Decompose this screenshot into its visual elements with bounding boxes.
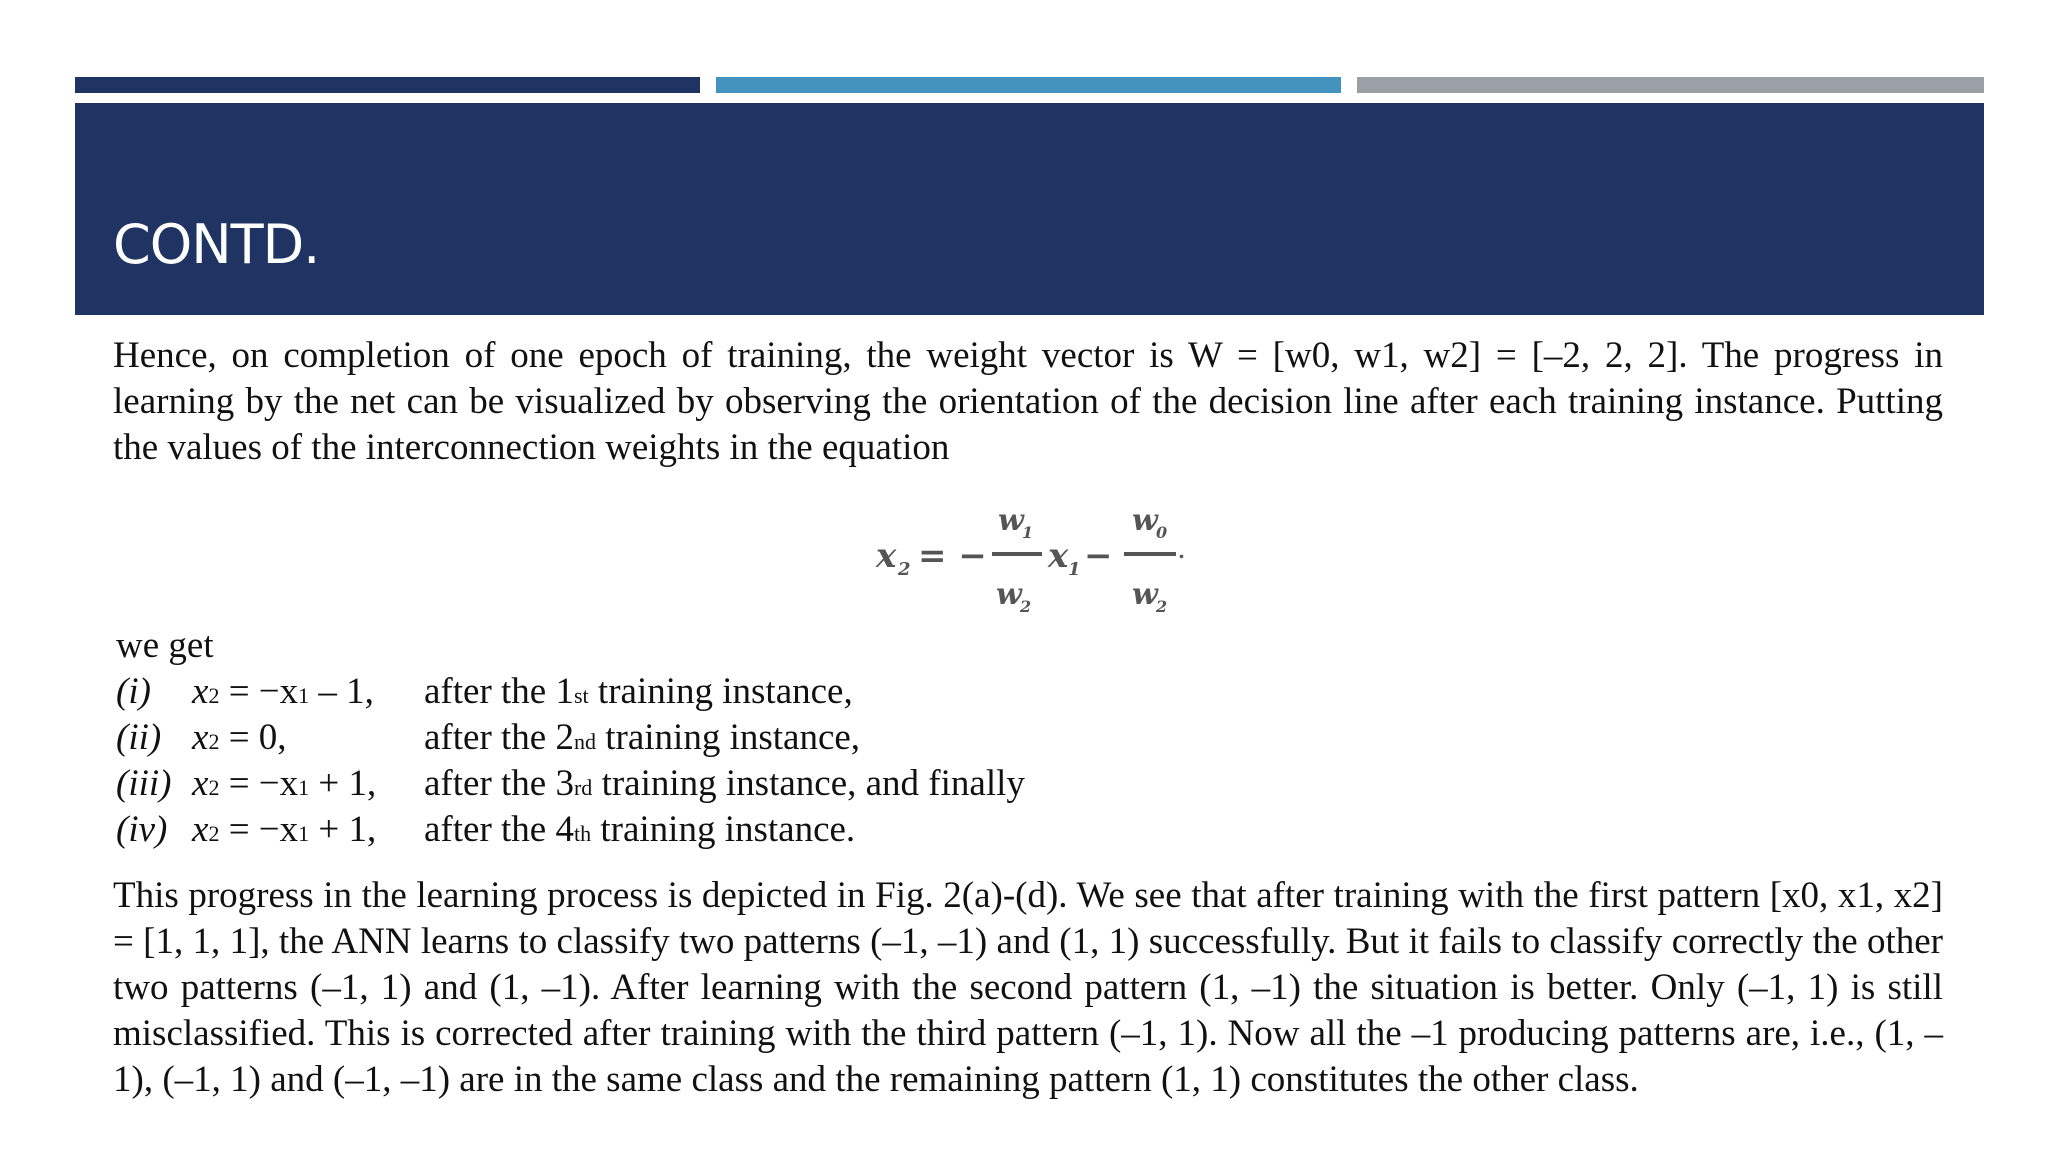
eq-num1: w: [998, 503, 1024, 538]
accent-bar-navy: [75, 77, 700, 93]
accent-bar-blue: [716, 77, 1341, 93]
item-label: (i): [116, 671, 151, 712]
eq-minus: −: [1084, 536, 1113, 576]
eq-mid: x: [1048, 536, 1069, 576]
progress-paragraph: This progress in the learning process is depicted in Fig. 2(a)-(d). We see that after training with the first pattern [x0, x1, x2] = [1, 1, 1], the ANN learns to classify two patterns (–1, –1) and (1, 1) successfully. But it fails to classify correctly the other two patterns (–1, 1) and (1, –1). After learning with the second pattern (1, –1) the situation is better. Only (–1, 1) is still misclassified. This is corrected after training with the third pattern (–1, 1). Now all the –1 producing patterns are, i.e., (1, –1), (–1, 1) and (–1, –1) are in the same class and the remaining pattern (1, 1) constitutes the other class.: [113, 875, 1943, 1100]
slide-title: CONTD.: [113, 213, 320, 276]
eq-num2-sub: 0: [1156, 523, 1168, 542]
item-equation: x2 = 0,: [192, 717, 287, 758]
item-description: after the 4th training instance.: [424, 809, 856, 850]
item-label: (ii): [116, 717, 162, 758]
eq-equals-minus: = −: [918, 536, 987, 576]
title-banner: [75, 103, 1984, 315]
item-description: after the 2nd training instance,: [424, 717, 861, 758]
eq-den2: w: [1132, 577, 1158, 612]
eq-end: .: [1178, 539, 1185, 563]
eq-den1-sub: 2: [1020, 597, 1032, 616]
we-get-label: we get: [116, 625, 214, 666]
eq-den2-sub: 2: [1156, 597, 1168, 616]
item-description: after the 1st training instance,: [424, 671, 853, 712]
eq-den1: w: [996, 577, 1022, 612]
item-equation: x2 = −x1 + 1,: [192, 809, 377, 850]
eq-lhs-sub: 2: [898, 559, 911, 580]
item-label: (iii): [116, 763, 172, 804]
list-item: [116, 716, 861, 762]
list-item: [116, 670, 853, 716]
list-item: [116, 808, 856, 854]
eq-num2: w: [1132, 503, 1158, 538]
item-equation: x2 = −x1 + 1,: [192, 763, 377, 804]
decision-line-equation: [870, 500, 1200, 620]
accent-bar-gray: [1357, 77, 1984, 93]
item-description: after the 3rd training instance, and finally: [424, 763, 1025, 804]
item-label: (iv): [116, 809, 168, 850]
intro-paragraph: Hence, on completion of one epoch of training, the weight vector is W = [w0, w1, w2] = [–2, 2, 2]. The progress in learning by the net can be visualized by observing the orientation of the decision line after each training instance. Putting the values of the interconnection weights in the equation: [113, 335, 1943, 468]
item-equation: x2 = −x1 – 1,: [192, 671, 374, 712]
eq-lhs: x: [876, 536, 897, 576]
eq-num1-sub: 1: [1022, 523, 1034, 542]
list-item: [116, 762, 1025, 808]
eq-mid-sub: 1: [1068, 559, 1081, 580]
